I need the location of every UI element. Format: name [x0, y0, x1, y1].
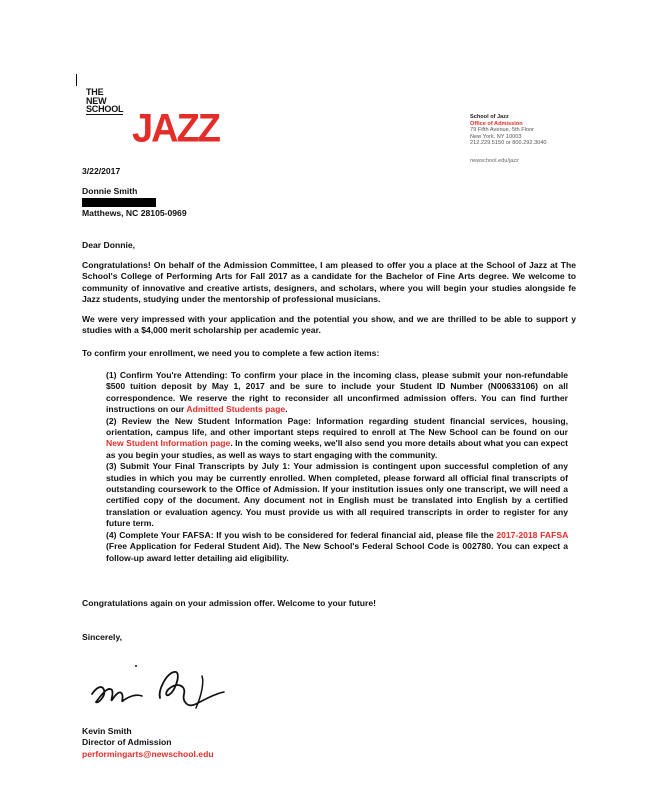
signer-title: Director of Admission — [82, 737, 172, 748]
office-street: 79 Fifth Avenue, 5th Floor — [470, 127, 534, 134]
paragraph-congratulations: Congratulations! On behalf of the Admission Committee, I am pleased to offer you a place at the School of Jazz at The School's College of Performing Arts for Fall 2017 as a candidate for the Bachelor of Fine Arts degree. We welcome to community of innovative and creative artists, designers, and scholars, where you will begin your studies alongside fe Jazz students, studying under the mentorship of professional musicians. — [82, 260, 576, 305]
office-school: School of Jazz — [470, 114, 509, 120]
action-item-1: (1) Confirm You're Attending: To confirm your place in the incoming class, please submit your non-refundable $500 tuition deposit by May 1, 2017 and be sure to include your Student ID Number (N00633106) on all correspondence. We reserve the right to reconsider all unconfirmed admission offers. You can find further instructions on our Admitted Students page. — [106, 370, 568, 415]
office-city: New York, NY 10003 — [470, 133, 522, 140]
office-address-block — [470, 114, 640, 165]
office-dept: Office of Admission — [470, 120, 523, 127]
recipient-city: Matthews, NC 28105-0969 — [82, 208, 187, 219]
redacted-street — [82, 198, 156, 207]
signer-email-link[interactable]: performingarts@newschool.edu — [82, 748, 214, 759]
closing-line: Congratulations again on your admission offer. Welcome to your future! — [82, 598, 376, 608]
signature-image — [84, 660, 244, 720]
greeting: Dear Donnie, — [82, 240, 136, 250]
signoff: Sincerely, — [82, 632, 122, 642]
text-cursor — [76, 74, 77, 86]
fafsa-link[interactable]: 2017-2018 FAFSA — [496, 529, 568, 540]
signer-name: Kevin Smith — [82, 726, 132, 736]
new-school-jazz-logo — [86, 87, 256, 152]
paragraph-scholarship: We were very impressed with your application and the potential you show, and we are thrilled to be able to support y studies with a $4,000 merit scholarship per academic year. — [82, 314, 576, 336]
recipient-name: Donnie Smith — [82, 186, 138, 196]
signer-block — [82, 726, 576, 760]
new-student-info-link[interactable]: New Student Information page — [106, 438, 231, 449]
letter-date: 3/22/2017 — [82, 166, 121, 176]
action-item-4: (4) Complete Your FAFSA: If you wish to be considered for federal financial aid, please file the 2017-2018 FAFSA (Free Application for Federal Student Aid). The New School's Federal School Code is 002780. You can expect a follow-up award letter detailing aid eligibility. — [106, 529, 568, 563]
office-phone: 212.229.5150 or 800.292.3040 — [470, 140, 547, 147]
paragraph-action-items-intro: To confirm your enrollment, we need you to complete a few action items: — [82, 348, 380, 358]
logo-jazz-wordmark: JAZZ — [132, 106, 219, 152]
recipient-address — [82, 186, 576, 220]
logo-the-new-school: THE NEW SCHOOL — [86, 87, 124, 115]
admitted-students-link[interactable]: Admitted Students page — [186, 404, 286, 415]
action-item-2: (2) Review the New Student Information Page: Information regarding student financial services, housing, orientation, campus life, and other important steps required to enroll at The New School can be found on our New Student Information page. In the coming weeks, we'll also send you more details about what you can expect as you begin your studies, as well as ways to start engaging with the community. — [106, 415, 568, 460]
action-items-list — [106, 370, 568, 564]
action-item-3: (3) Submit Your Final Transcripts by July 1: Your admission is contingent upon successful completion of any studies in which you may be currently enrolled. When completed, please forward all official final transcripts of outstanding coursework to the Office of Admission. If your institution issues only one transcript, we will need a certified copy of the document. Any document not in English must be translated into English by a certified translation or evaluation agency. You must provide us with all required transcripts in order to register for any future term. — [106, 461, 568, 529]
office-web: newschool.edu/jazz — [470, 157, 519, 164]
